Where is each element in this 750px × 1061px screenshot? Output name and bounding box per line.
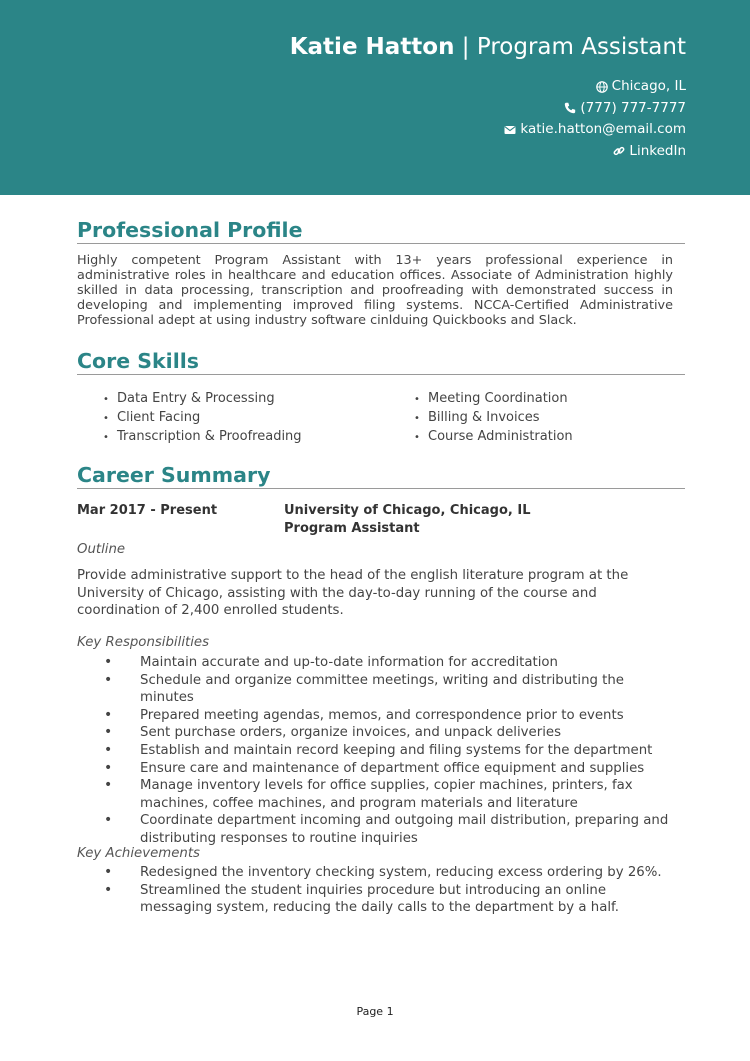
section-heading-career: Career Summary	[77, 463, 685, 489]
globe-icon	[596, 81, 608, 93]
skill-item: • Transcription & Proofreading	[103, 427, 302, 446]
page-number: Page 1	[356, 1005, 394, 1018]
profile-text: Highly competent Program Assistant with 13+ years professional experience in administrative roles in healthcare and education offices. Associate of Administration highly skilled in data processing, transcription and proofreading with demonstrated success in developing and implementing improved filing systems. NCCA-Certified Administrative Professional adept at using industry software cinlduing Quickbooks and Slack.	[77, 253, 673, 328]
skill-item: • Course Administration	[414, 427, 573, 446]
achievements-label: Key Achievements	[77, 846, 200, 861]
list-item: • Redesigned the inventory checking system, reducing excess ordering by 26%.	[77, 864, 677, 882]
list-item: • Coordinate department incoming and outgoing mail distribution, preparing and distributing responses to routine inquiries	[77, 812, 677, 847]
list-item: • Manage inventory levels for office supplies, copier machines, printers, fax machines, coffee machines, and program materials and literature	[77, 777, 677, 812]
title-separator: |	[461, 34, 470, 60]
skill-item: • Client Facing	[103, 408, 302, 427]
contact-linkedin[interactable]	[504, 141, 686, 163]
contact-location	[504, 76, 686, 98]
outline-label: Outline	[77, 542, 126, 557]
envelope-icon	[504, 124, 516, 136]
list-item: • Sent purchase orders, organize invoices, and unpack deliveries	[77, 724, 677, 742]
job-role: Program Assistant	[284, 521, 420, 536]
section-heading-profile: Professional Profile	[77, 218, 685, 244]
job-title: Program Assistant	[476, 34, 686, 60]
list-item: • Ensure care and maintenance of department office equipment and supplies	[77, 760, 677, 778]
location-text: Chicago, IL	[611, 78, 686, 94]
section-heading-skills: Core Skills	[77, 349, 685, 375]
resume-title	[290, 34, 686, 60]
skill-item: • Billing & Invoices	[414, 408, 573, 427]
skill-item: • Data Entry & Processing	[103, 389, 302, 408]
job-dates: Mar 2017 - Present	[77, 503, 218, 518]
email-link[interactable]: katie.hatton@email.com	[520, 121, 686, 137]
skills-column-left	[103, 389, 302, 446]
responsibilities-label: Key Responsibilities	[77, 635, 210, 650]
phone-icon	[564, 102, 576, 114]
list-item: • Maintain accurate and up-to-date information for accreditation	[77, 654, 677, 672]
linkedin-link[interactable]: LinkedIn	[629, 142, 686, 159]
header-banner	[0, 0, 750, 195]
outline-text: Provide administrative support to the head of the english literature program at the University of Chicago, assisting with the day-to-day running of the course and coordination of 2,400 enrolled students.	[77, 568, 629, 618]
skills-column-right	[414, 389, 573, 446]
list-item: • Streamlined the student inquiries procedure but introducing an online messaging system, reducing the daily calls to the department by a half.	[77, 882, 677, 917]
contact-email[interactable]	[504, 119, 686, 141]
list-item: • Schedule and organize committee meetings, writing and distributing the minutes	[77, 672, 677, 707]
list-item: • Prepared meeting agendas, memos, and correspondence prior to events	[77, 707, 677, 725]
skill-item: • Meeting Coordination	[414, 389, 573, 408]
list-item: • Establish and maintain record keeping and filing systems for the department	[77, 742, 677, 760]
link-icon	[613, 145, 625, 157]
contact-phone	[504, 98, 686, 120]
achievements-list	[77, 864, 677, 917]
candidate-name: Katie Hatton	[289, 34, 455, 60]
phone-text: (777) 777-7777	[580, 99, 686, 116]
job-employer: University of Chicago, Chicago, IL	[284, 503, 531, 518]
responsibilities-list	[77, 654, 677, 848]
contact-info	[504, 76, 686, 162]
